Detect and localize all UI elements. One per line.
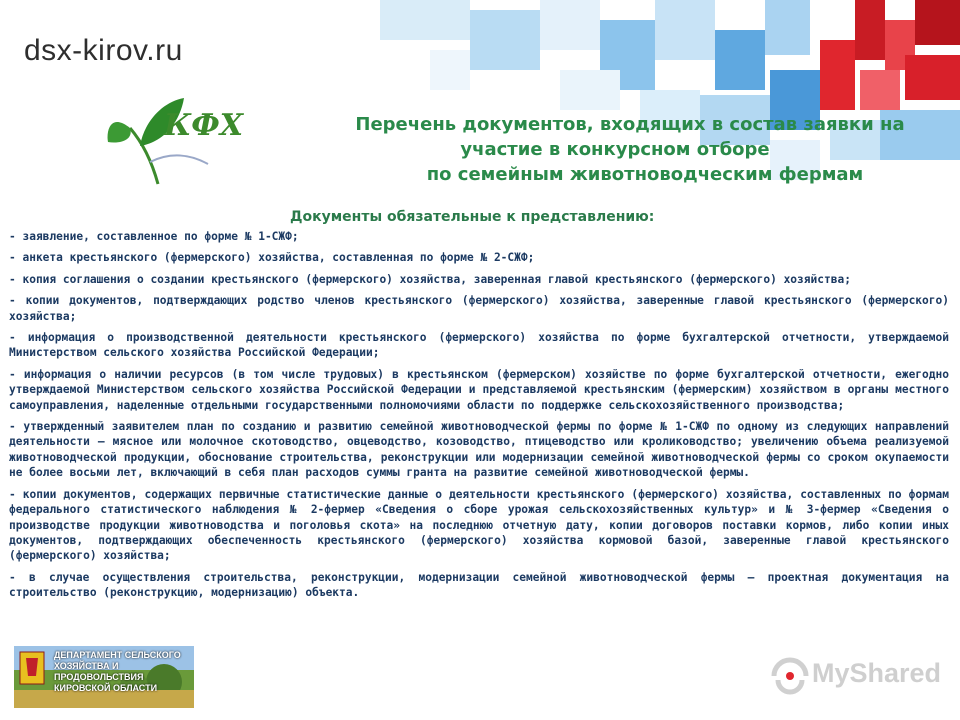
list-item: - утвержденный заявителем план по созданию и развитию семейной животноводческой фермы по форме № 1-СЖФ по одному из следующих направлений деятельности – мясное или молочное скотоводство, овцеводство, козоводство, птицеводство или кролиководство; увеличению объема реализуемой животноводческой продукции, обоснование строительства, реконструкции или модернизации семейной животноводческой фермы со сроком окупаемости не более восьми лет, включающий в себя план расходов суммы гранта на развитие семейной животноводческой фермы.	[9, 420, 949, 480]
title-line-1: Перечень документов, входящих в состав заявки на	[355, 114, 905, 135]
list-item: - копии документов, содержащих первичные статистические данные о деятельности крестьянского (фермерского) хозяйства, составленных по формам федерального статистического наблюдения № 2-фермер «Сведения о сборе урожая сельскохозяйственных культур» и № 3-фермер «Сведения о производстве продукции животноводства и поголовья скота» на последнюю отчетную дату, копии договоров поставки кормов, либо копии иных документов, подтверждающих обеспеченность крестьянского (фермерского) хозяйства кормовой базой, заверенные главой крестьянского (фермерского) хозяйства;	[9, 487, 949, 563]
list-item: - копии документов, подтверждающих родство членов крестьянского (фермерского) хозяйства, заверенные главой крестьянского (фермерского) хозяйства;	[9, 294, 949, 323]
page-title	[300, 112, 960, 187]
title-line-3: по семейным животноводческим фермам	[426, 164, 864, 185]
documents-list	[9, 229, 949, 607]
kfh-logo	[100, 92, 246, 192]
section-subheading: Документы обязательные к представлению:	[290, 209, 655, 225]
list-item: - информация о наличии ресурсов (в том числе трудовых) в крестьянском (фермерском) хозяйстве по форме бухгалтерской отчетности, ежегодно утверждаемой Министерством сельского хозяйства Российской Федерации и представляемой крестьянским (фермерским) хозяйством в органы местного самоуправления, наделенные отдельными государственными полномочиями области по поддержке сельскохозяйственного производства;	[9, 367, 949, 412]
list-item: - заявление, составленное по форме № 1-СЖФ;	[9, 230, 299, 243]
department-line-1: ДЕПАРТАМЕНТ СЕЛЬСКОГО	[54, 650, 181, 660]
department-line-2: ХОЗЯЙСТВА И ПРОДОВОЛЬСТВИЯ	[54, 661, 144, 682]
department-name	[54, 650, 204, 694]
logo-text: КФХ	[164, 108, 244, 143]
list-item: - анкета крестьянского (фермерского) хозяйства, составленная по форме № 2-СЖФ;	[9, 251, 535, 265]
list-item: - копия соглашения о создании крестьянского (фермерского) хозяйства, заверенная главой крестьянского (фермерского) хозяйства;	[9, 272, 851, 286]
site-domain: dsx-kirov.ru	[24, 34, 183, 67]
list-item: - информация о производственной деятельности крестьянского (фермерского) хозяйства по форме бухгалтерской отчетности, утверждаемой Министерством сельского хозяйства Российской Федерации;	[9, 331, 949, 360]
title-line-2: участие в конкурсном отборе	[460, 139, 770, 160]
watermark-text: MyShared	[812, 658, 942, 688]
department-banner	[14, 646, 194, 708]
myshared-logo-icon	[770, 656, 810, 696]
myshared-watermark	[770, 656, 942, 696]
department-line-3: КИРОВСКОЙ ОБЛАСТИ	[54, 683, 158, 693]
list-item: - в случае осуществления строительства, реконструкции, модернизации семейной животноводческой фермы – проектная документация на строительство (реконструкцию, модернизацию) объекта.	[9, 570, 949, 600]
